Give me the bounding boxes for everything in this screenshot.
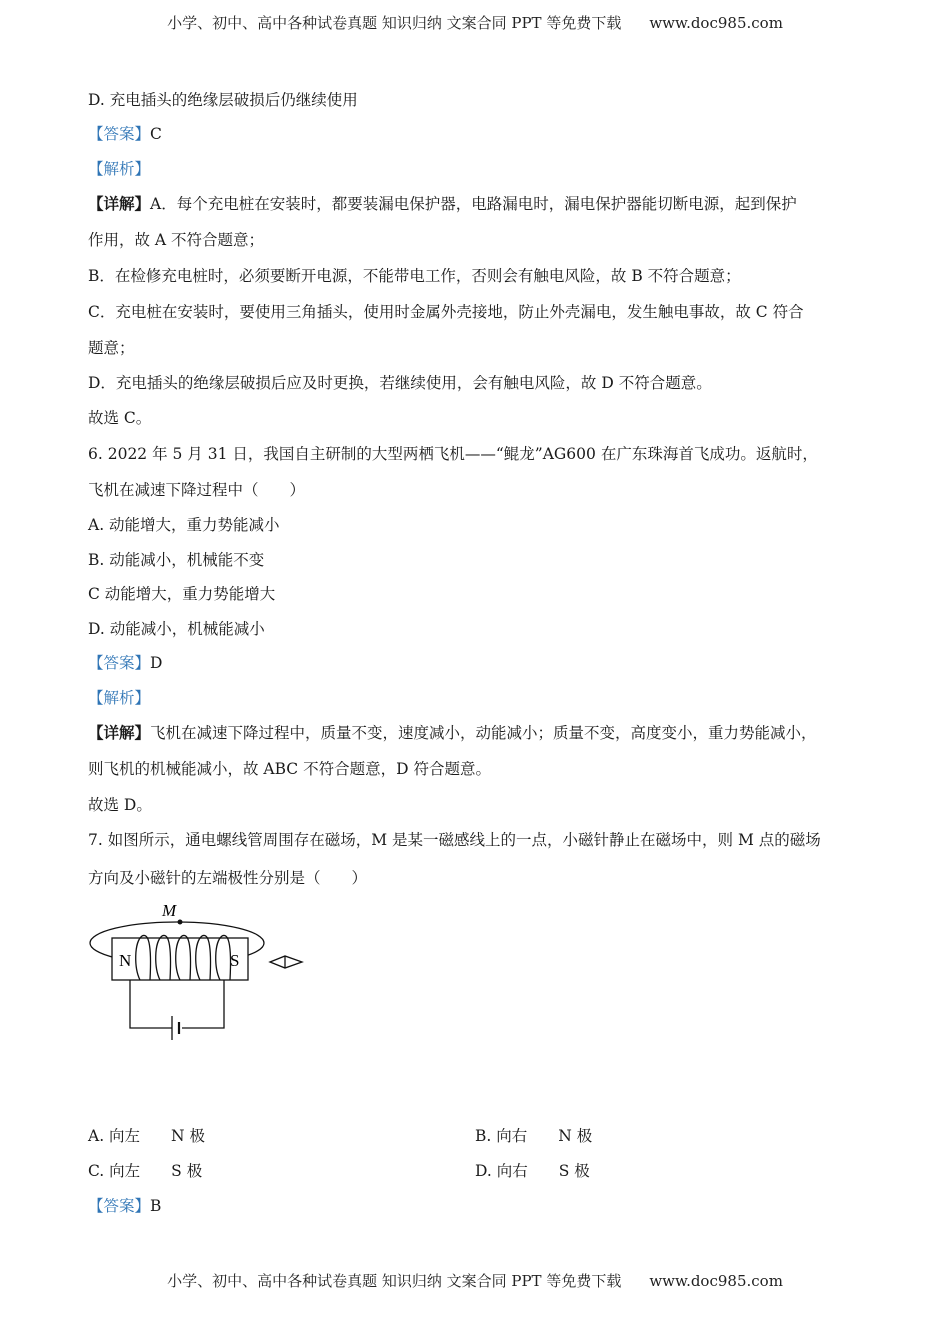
detail-label: 【详解】 — [88, 194, 151, 213]
q6-conclusion: 故选 D。 — [88, 796, 152, 814]
solenoid-diagram — [80, 898, 320, 1048]
q5-answer — [88, 124, 162, 144]
q7-option-a[interactable]: A. 向左 N 极 — [88, 1127, 206, 1145]
q6-detail-line2: 则飞机的机械能减小，故 ABC 不符合题意，D 符合题意。 — [88, 760, 491, 778]
circuit-wire — [130, 980, 224, 1040]
answer-label: 【答案】 — [88, 125, 151, 143]
q5-detail-a-line1 — [88, 194, 797, 214]
q7-option-d[interactable]: D. 向右 S 极 — [475, 1162, 590, 1180]
q6-answer — [88, 653, 162, 673]
q5-analysis-label: 【解析】 — [88, 160, 151, 178]
page-footer — [0, 1270, 950, 1291]
detail-label: 【详解】 — [88, 723, 151, 742]
detail-text: 飞机在减速下降过程中，质量不变，速度减小，动能减小；质量不变，高度变小，重力势能减小， — [150, 724, 817, 742]
answer-value: C — [150, 125, 162, 143]
q5-detail-b: B．在检修充电桩时，必须要断开电源，不能带电工作，否则会有触电风险，故 B 不符合题意； — [88, 267, 741, 285]
q6-option-d[interactable]: D. 动能减小，机械能减小 — [88, 620, 265, 638]
q7-stem-line1: 7. 如图所示，通电螺线管周围存在磁场，M 是某一磁感线上的一点，小磁针静止在磁场中，则 M 点的磁场 — [88, 831, 821, 849]
q6-option-c[interactable]: C 动能增大，重力势能增大 — [88, 585, 276, 603]
q7-stem-line2: 方向及小磁针的左端极性分别是（ ） — [88, 869, 368, 887]
q5-detail-d: D．充电插头的绝缘层破损后应及时更换，若继续使用，会有触电风险，故 D 不符合题意。 — [88, 374, 712, 392]
answer-label: 【答案】 — [88, 654, 151, 672]
q5-detail-c-line1: C．充电桩在安装时，要使用三角插头，使用时金属外壳接地，防止外壳漏电，发生触电事故，故 C 符合 — [88, 303, 804, 321]
footer-text: 小学、初中、高中各种试卷真题 知识归纳 文案合同 PPT 等免费下载 — [167, 1272, 622, 1290]
header-text: 小学、初中、高中各种试卷真题 知识归纳 文案合同 PPT 等免费下载 — [167, 14, 622, 32]
answer-label: 【答案】 — [88, 1197, 151, 1215]
q6-option-a[interactable]: A. 动能增大，重力势能减小 — [88, 516, 280, 534]
pole-s-label: S — [230, 951, 240, 970]
detail-text: A．每个充电桩在安装时，都要装漏电保护器，电路漏电时，漏电保护器能切断电源，起到保护 — [150, 195, 797, 213]
q5-detail-a-line2: 作用，故 A 不符合题意； — [88, 231, 265, 249]
q7-option-c[interactable]: C. 向左 S 极 — [88, 1162, 203, 1180]
pole-n-label: N — [119, 951, 132, 970]
q6-detail-line1 — [88, 723, 817, 743]
q7-answer — [88, 1196, 161, 1216]
footer-url[interactable]: www.doc985.com — [649, 1272, 783, 1290]
answer-value: B — [150, 1197, 162, 1215]
q5-detail-c-line2: 题意； — [88, 339, 135, 357]
q6-analysis-label: 【解析】 — [88, 689, 151, 707]
answer-value: D — [150, 654, 163, 672]
q6-stem-line2: 飞机在减速下降过程中（ ） — [88, 481, 306, 499]
header-url[interactable]: www.doc985.com — [649, 14, 783, 32]
point-m-label: M — [162, 901, 177, 920]
q7-option-b[interactable]: B. 向右 N 极 — [475, 1127, 593, 1145]
q5-option-d: D. 充电插头的绝缘层破损后仍继续使用 — [88, 91, 358, 109]
compass-needle — [270, 956, 302, 968]
point-m-dot — [178, 920, 183, 925]
q6-option-b[interactable]: B. 动能减小，机械能不变 — [88, 551, 265, 569]
page-header — [0, 12, 950, 33]
q5-conclusion: 故选 C。 — [88, 409, 152, 427]
solenoid-core — [112, 938, 248, 980]
q6-stem-line1: 6. 2022 年 5 月 31 日，我国自主研制的大型两栖飞机——“鲲龙”AG600 在广东珠海首飞成功。返航时， — [88, 445, 818, 463]
